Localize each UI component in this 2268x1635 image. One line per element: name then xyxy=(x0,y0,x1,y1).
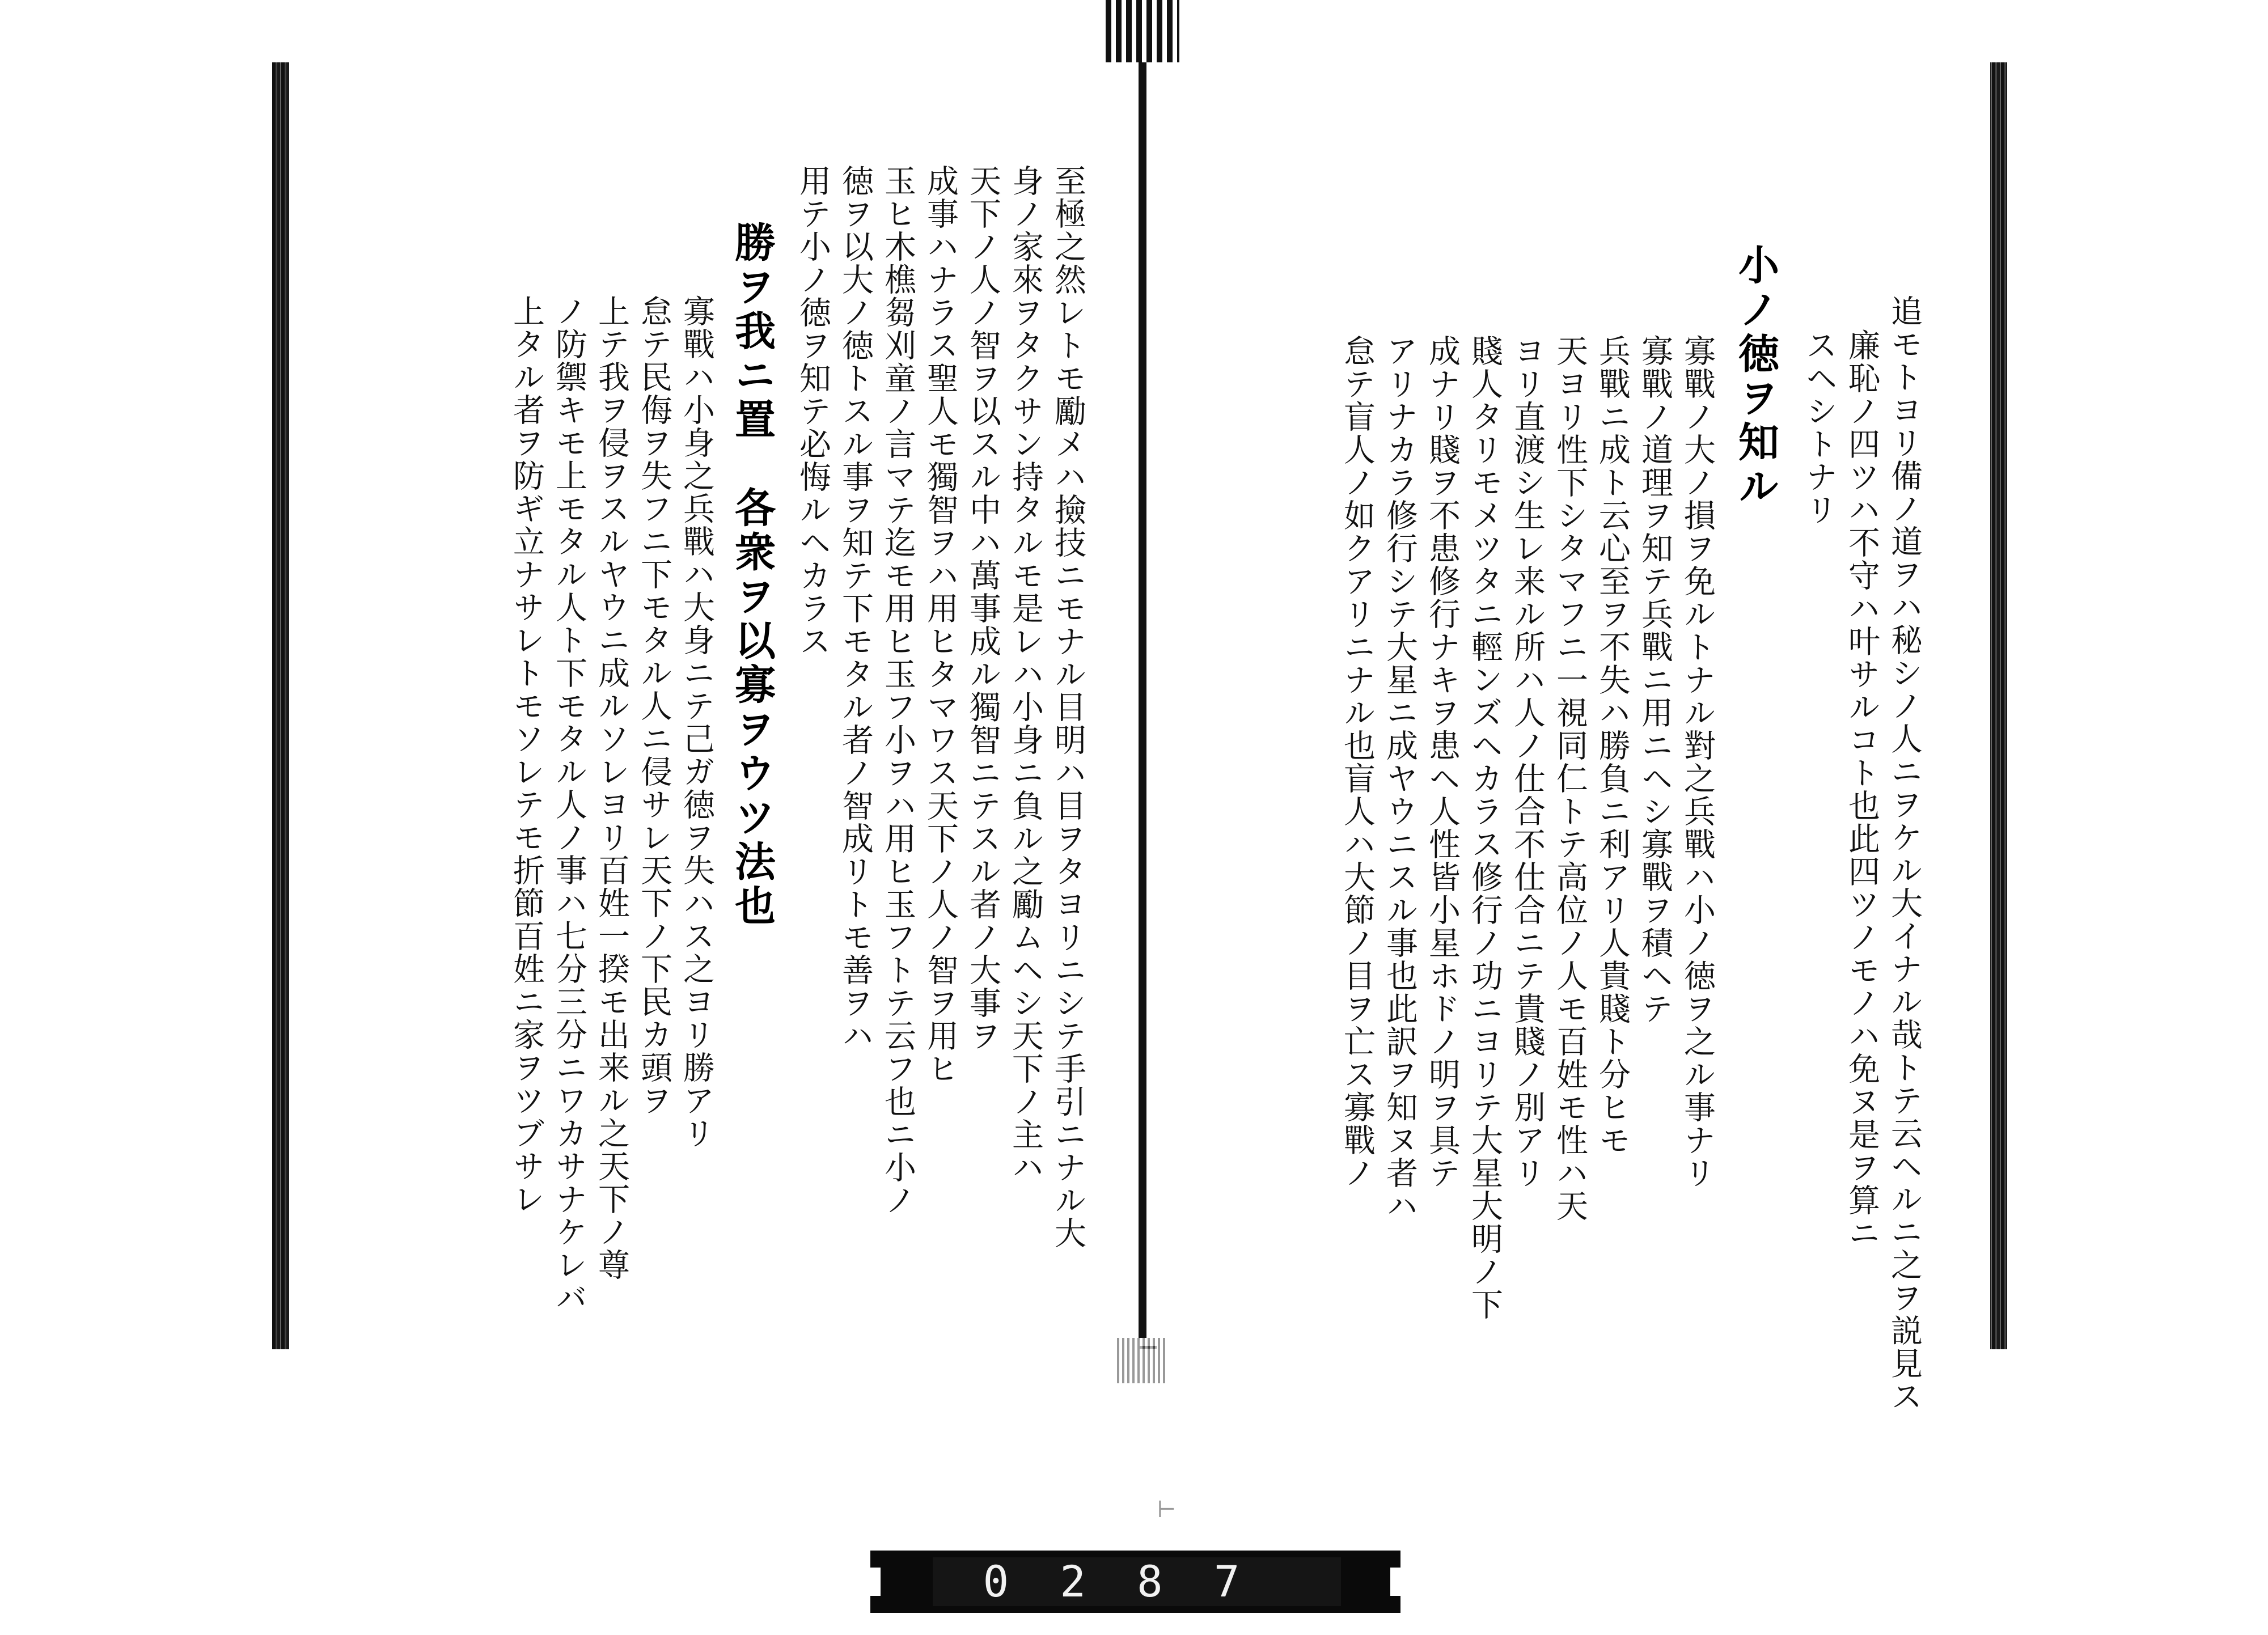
right-column-12: 怠テ盲人ノ如クアリニナル也盲人ハ大節ノ目ヲ亡ス寡戰ノ xyxy=(1339,334,1376,1189)
left-column-11: ノ防禦キモ上モタル人ト下モタル人ノ事ハ七分三分ニワカサナケレバ xyxy=(551,295,587,1314)
right-column-10: 成ナリ賤ヲ不患修行ナキヲ患ヘ人性皆小星ホドノ明ヲ具テ xyxy=(1424,334,1461,1189)
right-column-2: 廉恥ノ四ツハ不守ハ叶サルコト也此四ツノモノハ免ヌ是ヲ算ニ xyxy=(1843,329,1880,1249)
left-column-1: 至極之然レトモ勵メハ撿技ニモナル目明ハ目ヲタヨリニシテ手引ニナル大 xyxy=(1050,164,1086,1249)
left-column-4: 成事ハナラス聖人モ獨智ヲハ用ヒタマワス天下ノ人ノ智ヲ用ヒ xyxy=(922,164,959,1085)
left-column-8: 寡戰ハ小身之兵戰ハ大身ニテ己ガ徳ヲ失ハス之ヨリ勝アリ xyxy=(678,295,715,1150)
gutter-bottom-binding xyxy=(1117,1338,1168,1383)
right-column-8: ヨリ直渡シ生レ来ル所ハ人ノ仕合不仕合ニテ貴賤ノ別アリ xyxy=(1509,334,1546,1189)
stamp-tick-right xyxy=(1390,1568,1400,1596)
right-column-6: 兵戰ニ成ト云心至ヲ不失ハ勝負ニ利アリ人貴賤ト分ヒモ xyxy=(1594,334,1631,1157)
right-column-1: 追モトヨリ備ノ道ヲハ秘シノ人ニヲケル大イナル哉トテ云ヘルニ之ヲ説見ス xyxy=(1886,295,1923,1413)
left-column-12: 上タル者ヲ防ギ立ナサレトモソレテモ折節百姓ニ家ヲツブサレ xyxy=(508,295,545,1215)
right-column-5: 寡戰ノ道理ヲ知テ兵戰ニ用ニヘシ寡戰ヲ積ヘテ xyxy=(1636,334,1673,1025)
right-column-11: アリナカラ修行シテ大星ニ成ヤウニスル事也此訳ヲ知ヌ者ハ xyxy=(1381,334,1418,1222)
gutter-top-binding xyxy=(1106,0,1179,62)
left-column-9: 怠テ民侮ヲ失フニ下モタル人ニ侵サレ天下ノ下民カ頭ヲ xyxy=(636,295,672,1117)
right-column-7: 天ヨリ性下シタマフニ一視同仁トテ高位ノ人モ百姓モ性ハ天 xyxy=(1551,334,1588,1222)
right-page xyxy=(1157,57,1990,1413)
stamp-tick-left xyxy=(870,1568,881,1596)
left-page xyxy=(289,57,1140,1349)
left-column-7: 用テ小ノ徳ヲ知テ必悔ルヘカラス xyxy=(794,164,831,658)
left-section-heading: 勝ヲ我ニ置 各衆ヲ以寡ヲウツ法也 xyxy=(728,221,776,929)
left-column-10: 上テ我ヲ侵ヲスルヤウニ成ルソレヨリ百姓一揆モ出来ル之天下ノ尊 xyxy=(593,295,630,1281)
left-column-3: 天下ノ人ノ智ヲ以スル中ハ萬事成ル獨智ニテスル者ノ大事ヲ xyxy=(964,164,1001,1052)
right-column-9: 賤人タリモメツタニ輕ンズヘカラス修行ノ功ニヨリテ大星大明ノ下 xyxy=(1466,334,1503,1321)
right-column-4: 寡戰ノ大ノ損ヲ免ルトナル對之兵戰ハ小ノ徳ヲ之ル事ナリ xyxy=(1679,334,1716,1189)
frame-number-stamp xyxy=(870,1551,1400,1613)
gutter xyxy=(1139,62,1146,1338)
frame-number: 0287 xyxy=(933,1557,1341,1606)
left-column-2: 身ノ家來ヲタクサン持タルモ是レハ小身ニ負ル之勵ムヘシ天下ノ主ハ xyxy=(1007,164,1044,1184)
right-column-3: スヘシトナリ xyxy=(1801,329,1838,526)
center-mark: ⊢ xyxy=(1157,1497,1177,1523)
right-section-heading: 小ノ徳ヲ知ル xyxy=(1732,244,1780,509)
book-spread xyxy=(272,40,2007,1413)
left-column-6: 徳ヲ以大ノ徳トスル事ヲ知テ下モタル者ノ智成リトモ善ヲハ xyxy=(837,164,874,1052)
left-column-5: 玉ヒ木樵芻刈童ノ言マテ迄モ用ヒ玉フ小ヲハ用ヒ玉フトテ云フ也ニ小ノ xyxy=(879,164,916,1217)
